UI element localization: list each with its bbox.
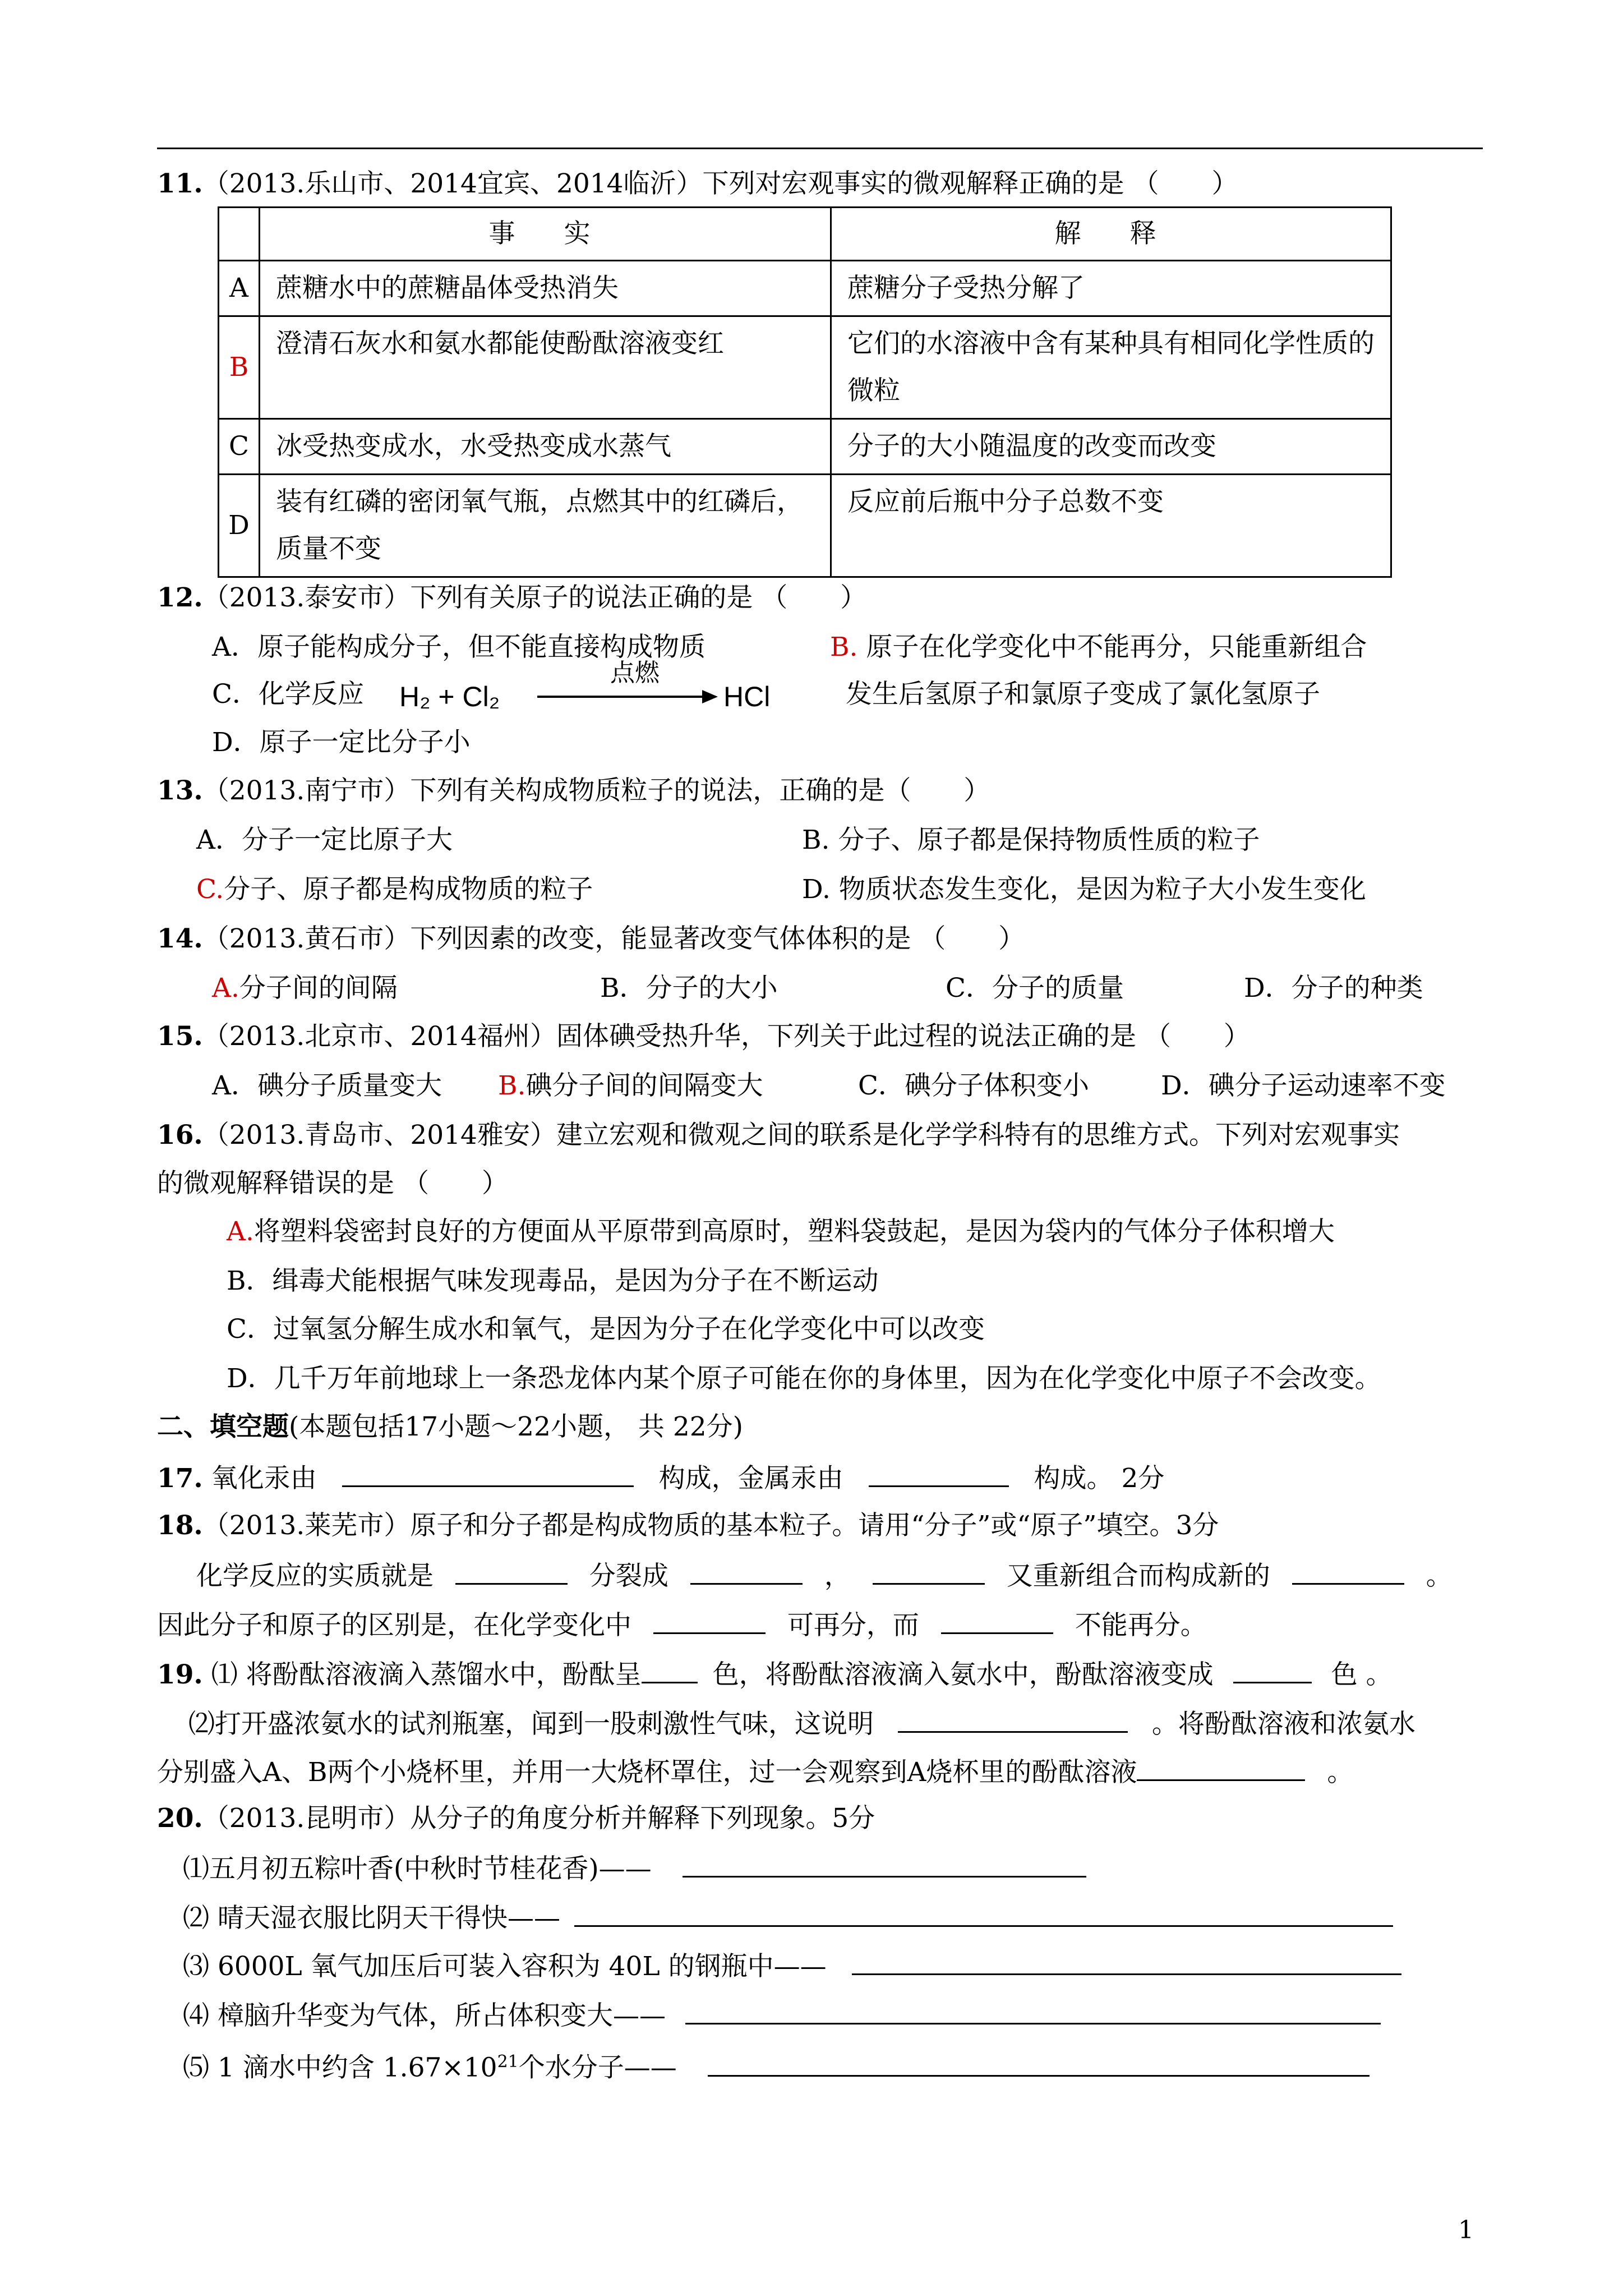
q14-text: （2013.黄石市）下列因素的改变，能显著改变气体体积的是 （ ） xyxy=(202,923,1025,954)
q14-option-a xyxy=(212,972,398,1005)
q18-blank-6[interactable] xyxy=(941,1607,1053,1634)
q18-blank-1[interactable] xyxy=(455,1557,568,1585)
q18-l2b: 可再分，而 xyxy=(787,1610,919,1641)
q16-option-a-text: 将塑料袋密封良好的方便面从平原带到高原时，塑料袋鼓起，是因为袋内的气体分子体积增大 xyxy=(253,1216,1335,1247)
q19-blank-4[interactable] xyxy=(1137,1754,1305,1781)
q19-line3 xyxy=(157,1754,1353,1789)
q13-option-c-text: 分子、原子都是构成物质的粒子 xyxy=(224,874,593,905)
q14-option-d: D．分子的种类 xyxy=(1244,973,1423,1004)
row-fact: 澄清石灰水和氨水都能使酚酞溶液变红 xyxy=(260,316,831,419)
q17-line xyxy=(157,1460,1164,1496)
q20-item4-text: ⑷ 樟脑升华变为气体，所占体积变大—— xyxy=(183,2000,666,2031)
row-explain: 蔗糖分子受热分解了 xyxy=(831,261,1391,316)
q19-l3b: 。 xyxy=(1327,1757,1354,1788)
q19-l1a: ⑴ 将酚酞溶液滴入蒸馏水中，酚酞呈 xyxy=(211,1659,642,1690)
table-header-empty xyxy=(219,208,260,261)
q18-l1d: 又重新组合而构成新的 xyxy=(1006,1561,1270,1591)
q12-option-b-text: 原子在化学变化中不能再分，只能重新组合 xyxy=(857,632,1367,662)
q14-stem xyxy=(157,922,1025,956)
q17-blank-1[interactable] xyxy=(342,1460,634,1487)
q20-item3-text: ⑶ 6000L 氧气加压后可装入容积为 40L 的钢瓶中—— xyxy=(183,1951,827,1982)
q18-l1b: 分裂成 xyxy=(589,1561,668,1591)
q19-blank-3[interactable] xyxy=(898,1705,1128,1733)
q13-number: 13. xyxy=(157,775,203,806)
table-header-row xyxy=(219,208,1391,261)
q11-stem xyxy=(157,167,1238,201)
q15-stem xyxy=(157,1020,1250,1053)
q19-blank-2[interactable] xyxy=(1233,1656,1312,1683)
q18-stem xyxy=(157,1509,1219,1543)
q16-stem-continued: 的微观解释错误的是 （ ） xyxy=(157,1168,508,1199)
top-rule xyxy=(157,148,1483,149)
q15-option-b xyxy=(498,1069,763,1103)
q19-l3a: 分别盛入A、B两个小烧杯里，并用一大烧杯罩住，过一会观察到A烧杯里的酚酞溶液 xyxy=(157,1757,1137,1788)
q20-text: （2013.昆明市）从分子的角度分析并解释下列现象。5分 xyxy=(202,1803,875,1834)
q18-blank-5[interactable] xyxy=(653,1607,766,1634)
equation-left: H₂ + Cl₂ xyxy=(399,681,500,712)
table-row xyxy=(219,475,1391,577)
q14-option-a-text: 分子间的间隔 xyxy=(239,973,398,1004)
q20-item5-exponent: 21 xyxy=(497,2052,519,2072)
q18-number: 18. xyxy=(157,1510,203,1541)
equation-right: HCl xyxy=(723,681,771,712)
row-fact: 装有红磷的密闭氧气瓶，点燃其中的红磷后，质量不变 xyxy=(260,475,831,577)
q14-option-b: B．分子的大小 xyxy=(600,973,778,1004)
q15-text: （2013.北京市、2014福州）固体碘受热升华，下列关于此过程的说法正确的是 （ ） xyxy=(202,1021,1250,1052)
q18-l2a: 因此分子和原子的区别是，在化学变化中 xyxy=(157,1610,631,1641)
q20-item2 xyxy=(183,1899,1393,1935)
q20-answer-blank-4[interactable] xyxy=(685,1997,1381,2024)
q20-answer-blank-5[interactable] xyxy=(708,2049,1370,2077)
q18-line1 xyxy=(196,1557,1453,1593)
q13-answer-letter: C. xyxy=(196,874,224,905)
equation-condition: 点燃 xyxy=(610,659,660,687)
q16-option-c: C．过氧氢分解生成水和氧气，是因为分子在化学变化中可以改变 xyxy=(227,1314,985,1345)
q15-number: 15. xyxy=(157,1021,203,1052)
q20-item4 xyxy=(183,1997,1381,2033)
q18-blank-3[interactable] xyxy=(873,1557,985,1585)
q20-item5 xyxy=(183,2045,1370,2085)
q19-l2b: 。将酚酞溶液和浓氨水 xyxy=(1151,1709,1415,1740)
q18-line2 xyxy=(157,1607,1207,1642)
q20-answer-blank-1[interactable] xyxy=(683,1850,1086,1878)
q19-line1 xyxy=(157,1656,1393,1692)
q15-answer-letter: B. xyxy=(498,1070,526,1101)
row-explain: 它们的水溶液中含有某种具有相同化学性质的微粒 xyxy=(831,316,1391,419)
section-title: 二、填空题 xyxy=(157,1411,289,1442)
arrow-head-icon xyxy=(702,690,718,703)
table-header-explain: 解 释 xyxy=(831,208,1391,261)
row-letter: C xyxy=(219,419,260,475)
q14-number: 14. xyxy=(157,923,203,954)
section-heading xyxy=(157,1410,743,1444)
q11-table xyxy=(218,206,1392,578)
q18-text: （2013.莱芜市）原子和分子都是构成物质的基本粒子。请用“分子”或“原子”填空。3分 xyxy=(202,1510,1219,1541)
q18-l1a: 化学反应的实质就是 xyxy=(196,1561,434,1591)
q17-number: 17. xyxy=(157,1463,203,1494)
q18-l1e: 。 xyxy=(1426,1561,1453,1591)
q20-item1-text: ⑴五月初五粽叶香(中秋时节桂花香)—— xyxy=(183,1853,652,1884)
q16-answer-letter: A. xyxy=(227,1216,254,1247)
q15-option-d: D．碘分子运动速率不变 xyxy=(1161,1070,1446,1101)
q12-option-d: D．原子一定比分子小 xyxy=(212,727,471,758)
reaction-arrow xyxy=(537,696,706,698)
row-letter: A xyxy=(219,261,260,316)
q11-text: （2013.乐山市、2014宜宾、2014临沂）下列对宏观事实的微观解释正确的是 （ ） xyxy=(202,168,1238,199)
q19-line2 xyxy=(188,1705,1415,1741)
q20-item5-text-tail: 个水分子—— xyxy=(518,2052,677,2083)
row-explain: 分子的大小随温度的改变而改变 xyxy=(831,419,1391,475)
q19-l1c: 色 。 xyxy=(1331,1659,1393,1690)
q12-text: （2013.泰安市）下列有关原子的说法正确的是 （ ） xyxy=(202,582,867,613)
q20-item2-text: ⑵ 晴天湿衣服比阴天干得快—— xyxy=(183,1903,560,1934)
q16-number: 16. xyxy=(157,1120,203,1151)
q18-blank-2[interactable] xyxy=(690,1557,803,1585)
row-explain: 反应前后瓶中分子总数不变 xyxy=(831,475,1391,577)
q16-option-d: D．几千万年前地球上一条恐龙体内某个原子可能在你的身体里，因为在化学变化中原子不会改变。 xyxy=(227,1363,1381,1394)
table-row xyxy=(219,316,1391,419)
q12-number: 12. xyxy=(157,582,203,613)
q20-stem xyxy=(157,1802,875,1835)
q18-blank-4[interactable] xyxy=(1292,1557,1404,1585)
row-letter: D xyxy=(219,475,260,577)
q17-part2: 构成，金属汞由 xyxy=(658,1463,843,1494)
row-fact: 蔗糖水中的蔗糖晶体受热消失 xyxy=(260,261,831,316)
page-number: 1 xyxy=(1458,2216,1474,2244)
q12-answer-letter: B. xyxy=(830,632,858,662)
q12-option-c-label: C．化学反应 xyxy=(212,679,364,710)
q13-option-a: A．分子一定比原子大 xyxy=(196,825,453,855)
q12-option-b xyxy=(830,631,1367,664)
q16-option-a xyxy=(227,1215,1335,1249)
q15-option-c: C．碘分子体积变小 xyxy=(858,1070,1089,1101)
q15-option-a: A．碘分子质量变大 xyxy=(212,1070,442,1101)
q14-option-c: C．分子的质量 xyxy=(946,973,1124,1004)
q20-number: 20. xyxy=(157,1803,203,1834)
q13-option-c xyxy=(196,873,593,907)
q13-stem xyxy=(157,774,990,808)
q17-blank-2[interactable] xyxy=(869,1460,1009,1487)
q12-option-a: A．原子能构成分子，但不能直接构成物质 xyxy=(212,632,706,662)
q19-l2a: ⑵打开盛浓氨水的试剂瓶塞，闻到一股刺激性气味，这说明 xyxy=(188,1709,874,1740)
q17-part3: 构成。 2分 xyxy=(1034,1463,1165,1494)
q17-part1: 氧化汞由 xyxy=(211,1463,317,1494)
q20-answer-blank-3[interactable] xyxy=(852,1948,1401,1975)
q19-l1b: 色，将酚酞溶液滴入氨水中，酚酞溶液变成 xyxy=(712,1659,1214,1690)
table-header-fact: 事 实 xyxy=(260,208,831,261)
q16-option-b: B．缉毒犬能根据气味发现毒品，是因为分子在不断运动 xyxy=(227,1266,879,1296)
q18-l2c: 不能再分。 xyxy=(1075,1610,1207,1641)
q13-option-b: B. 分子、原子都是保持物质性质的粒子 xyxy=(802,825,1260,855)
table-row xyxy=(219,261,1391,316)
q16-text: （2013.青岛市、2014雅安）建立宏观和微观之间的联系是化学学科特有的思维方式。下列对宏观事实 xyxy=(202,1120,1400,1151)
q15-option-b-text: 碘分子间的间隔变大 xyxy=(525,1070,763,1101)
q20-item5-text: ⑸ 1 滴水中约含 1.67×10 xyxy=(183,2052,497,2083)
q12-stem xyxy=(157,581,866,615)
table-row xyxy=(219,419,1391,475)
q11-number: 11. xyxy=(157,168,203,199)
q13-text: （2013.南宁市）下列有关构成物质粒子的说法，正确的是（ ） xyxy=(202,775,990,806)
q13-option-d: D. 物质状态发生变化，是因为粒子大小发生变化 xyxy=(802,874,1366,905)
q20-item3 xyxy=(183,1948,1401,1984)
q18-l1c: ， xyxy=(824,1561,851,1591)
q14-answer-letter: A. xyxy=(212,973,239,1004)
q12-option-c-tail: 发生后氢原子和氯原子变成了氯化氢原子 xyxy=(846,679,1320,710)
q19-blank-1[interactable] xyxy=(642,1656,698,1683)
row-letter-answer: B xyxy=(219,316,260,419)
q20-item1 xyxy=(183,1850,1086,1886)
q19-number: 19. xyxy=(157,1659,203,1690)
row-fact: 冰受热变成水，水受热变成水蒸气 xyxy=(260,419,831,475)
section-note: (本题包括17小题～22小题， 共 22分) xyxy=(289,1411,743,1442)
q16-stem xyxy=(157,1119,1400,1152)
q20-answer-blank-2[interactable] xyxy=(574,1899,1393,1927)
